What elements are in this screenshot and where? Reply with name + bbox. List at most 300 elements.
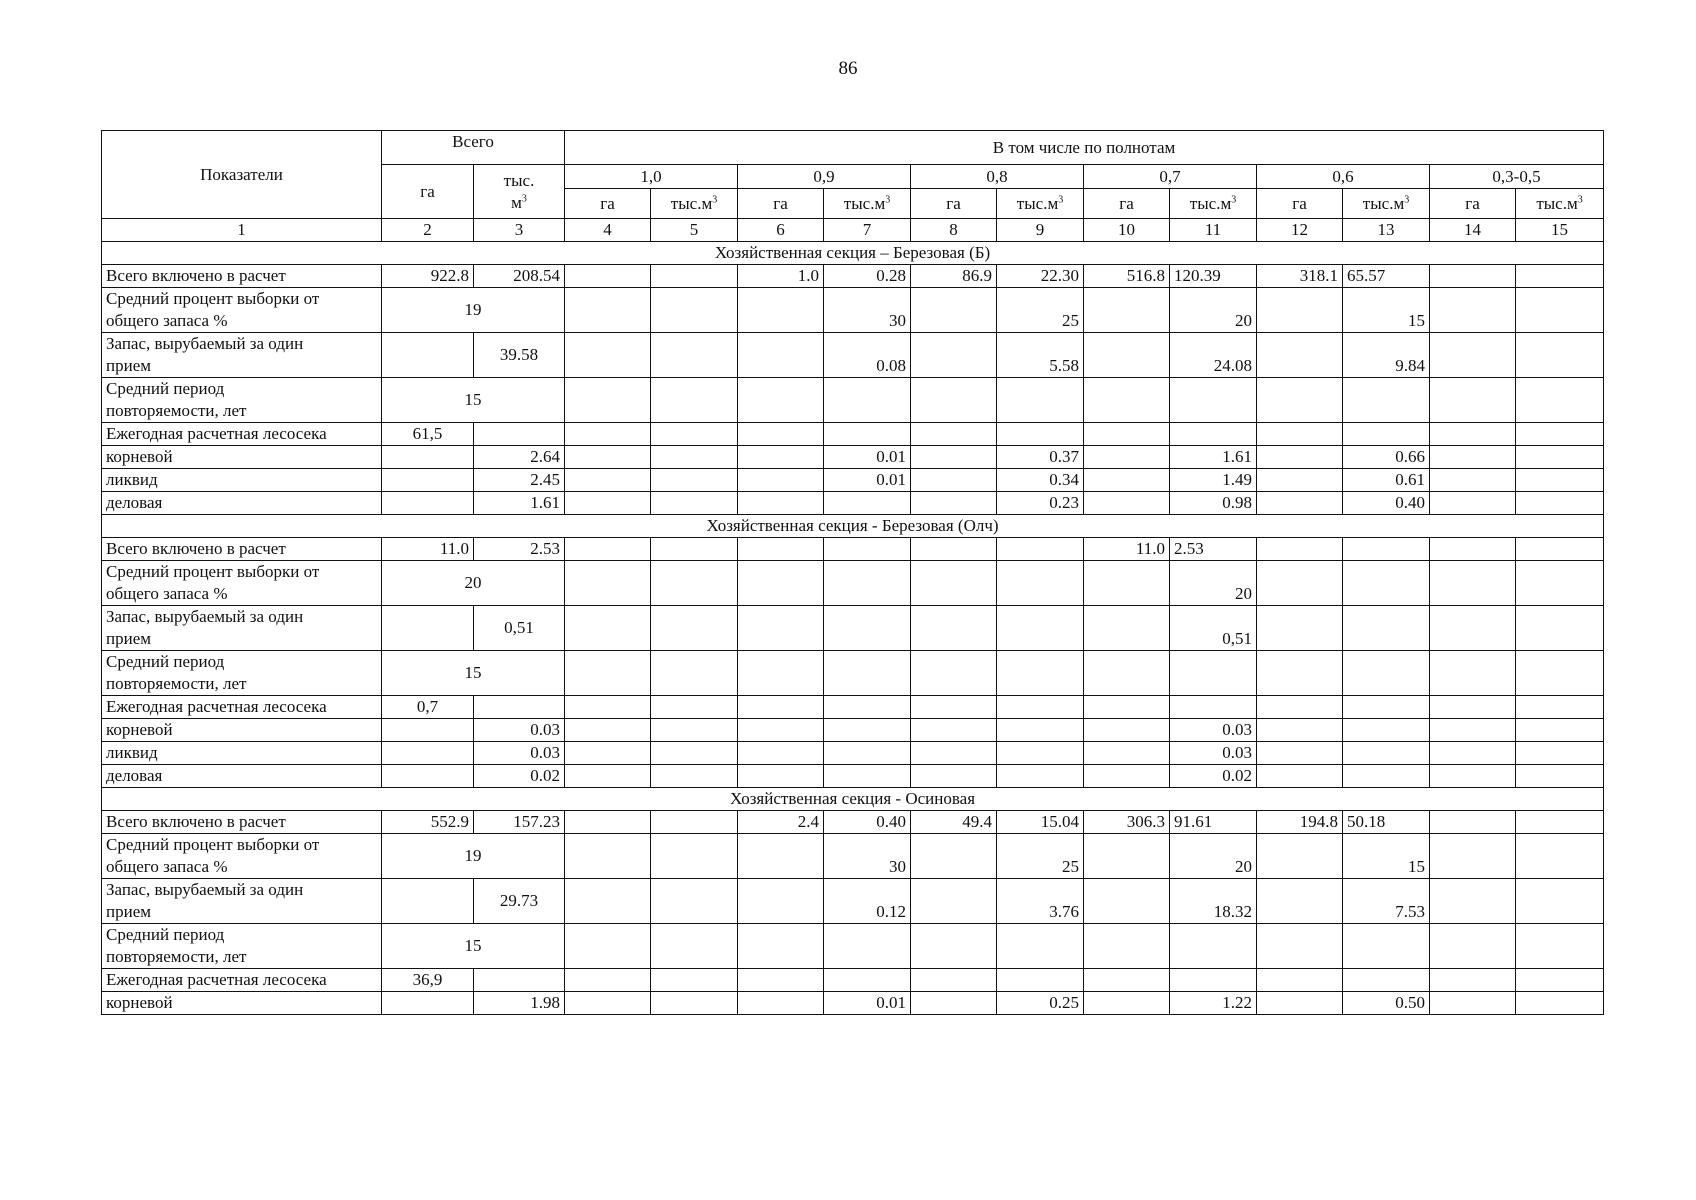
row-label: Ежегодная расчетная лесосека <box>102 696 382 719</box>
table-cell <box>911 879 997 924</box>
table-cell <box>1516 992 1604 1015</box>
table-cell <box>1430 606 1516 651</box>
table-cell <box>824 651 911 696</box>
table-row-total-included <box>102 811 1604 834</box>
table-cell <box>1084 606 1170 651</box>
table-cell <box>1516 606 1604 651</box>
table-cell <box>738 492 824 515</box>
table-cell <box>911 765 997 788</box>
row-label <box>102 879 382 924</box>
table-cell: 1.98 <box>474 992 565 1015</box>
table-cell <box>1516 696 1604 719</box>
table-cell <box>1430 446 1516 469</box>
table-cell <box>738 969 824 992</box>
table-cell <box>911 446 997 469</box>
table-cell <box>997 924 1084 969</box>
table-cell <box>651 696 738 719</box>
row-label: корневой <box>102 446 382 469</box>
header-thous-m3: $тыс.м^3$ <box>1170 189 1257 219</box>
table-cell <box>1343 969 1430 992</box>
table-cell <box>1343 651 1430 696</box>
table-cell <box>1516 265 1604 288</box>
header-ha: га <box>1257 189 1343 219</box>
table-cell <box>1343 719 1430 742</box>
table-cell <box>738 333 824 378</box>
column-number: 10 <box>1084 219 1170 242</box>
table-cell: 11.0 <box>1084 538 1170 561</box>
table-cell: 0.03 <box>1170 719 1257 742</box>
table-cell <box>1343 742 1430 765</box>
table-cell <box>1257 696 1343 719</box>
table-cell <box>382 879 474 924</box>
table-cell <box>824 719 911 742</box>
table-cell <box>911 969 997 992</box>
table-cell <box>1516 834 1604 879</box>
table-cell <box>1343 423 1430 446</box>
table-cell <box>1516 561 1604 606</box>
table-cell <box>738 651 824 696</box>
table-cell <box>738 924 824 969</box>
table-row-root <box>102 446 1604 469</box>
table-cell <box>824 492 911 515</box>
row-label-line: Средний процент выборки от <box>106 289 320 308</box>
table-cell <box>1430 265 1516 288</box>
table-cell <box>474 969 565 992</box>
table-cell: 552.9 <box>382 811 474 834</box>
table-cell <box>1430 492 1516 515</box>
table-cell <box>651 924 738 969</box>
table-cell <box>651 423 738 446</box>
table-cell <box>997 719 1084 742</box>
column-number: 4 <box>565 219 651 242</box>
table-cell <box>1257 719 1343 742</box>
header-density-4: 0,7 <box>1084 165 1257 189</box>
table-cell <box>738 765 824 788</box>
table-cell: 2.4 <box>738 811 824 834</box>
table-cell: 15.04 <box>997 811 1084 834</box>
table-row-annual-cut <box>102 969 1604 992</box>
table-cell <box>1430 651 1516 696</box>
table-cell: 306.3 <box>1084 811 1170 834</box>
table-cell <box>1257 651 1343 696</box>
table-cell <box>1257 606 1343 651</box>
row-label-line: Запас, вырубаемый за один <box>106 334 304 353</box>
header-by-density: В том числе по полнотам <box>565 131 1604 165</box>
table-cell <box>1516 651 1604 696</box>
table-cell <box>1516 924 1604 969</box>
table-cell <box>1084 288 1170 333</box>
table-cell <box>738 288 824 333</box>
table-cell <box>1257 538 1343 561</box>
table-cell <box>565 765 651 788</box>
table-cell <box>738 719 824 742</box>
table-cell <box>1257 742 1343 765</box>
table-cell: 2.64 <box>474 446 565 469</box>
table-cell <box>997 423 1084 446</box>
table-cell <box>738 378 824 423</box>
table-cell: 2.53 <box>1170 538 1257 561</box>
table-cell: 7.53 <box>1343 879 1430 924</box>
table-cell <box>1084 561 1170 606</box>
table-cell <box>651 378 738 423</box>
table-cell <box>1430 834 1516 879</box>
table-cell: 0.98 <box>1170 492 1257 515</box>
table-cell: 516.8 <box>1084 265 1170 288</box>
row-label: ликвид <box>102 469 382 492</box>
table-row-total-included <box>102 538 1604 561</box>
table-cell: 922.8 <box>382 265 474 288</box>
table-cell-total: 39.58 <box>474 333 565 378</box>
table-cell: 0.25 <box>997 992 1084 1015</box>
table-cell <box>651 606 738 651</box>
row-label: Всего включено в расчет <box>102 538 382 561</box>
table-cell <box>997 538 1084 561</box>
table-cell <box>382 492 474 515</box>
table-cell <box>565 265 651 288</box>
header-density-1: 1,0 <box>565 165 738 189</box>
table-cell <box>651 811 738 834</box>
column-number: 15 <box>1516 219 1604 242</box>
table-cell: 318.1 <box>1257 265 1343 288</box>
table-cell <box>1516 288 1604 333</box>
table-cell <box>651 333 738 378</box>
table-cell: 0.03 <box>474 742 565 765</box>
table-cell-total: 19 <box>382 834 565 879</box>
row-label <box>102 288 382 333</box>
table-cell <box>565 969 651 992</box>
table-cell <box>1170 924 1257 969</box>
row-label-line: прием <box>106 902 151 921</box>
row-label <box>102 333 382 378</box>
table-cell <box>1084 765 1170 788</box>
table-cell <box>1516 423 1604 446</box>
table-cell: 0.37 <box>997 446 1084 469</box>
column-number: 2 <box>382 219 474 242</box>
table-cell: 24.08 <box>1170 333 1257 378</box>
table-cell <box>738 446 824 469</box>
table-cell <box>1430 696 1516 719</box>
table-cell <box>911 719 997 742</box>
table-cell: 0.23 <box>997 492 1084 515</box>
table-cell <box>824 969 911 992</box>
row-label-line: Средний период <box>106 379 225 398</box>
row-label-line: повторяемости, лет <box>106 674 247 693</box>
table-cell: 20 <box>1170 834 1257 879</box>
table-cell <box>1430 423 1516 446</box>
row-label <box>102 651 382 696</box>
table-cell <box>911 606 997 651</box>
table-cell <box>1516 446 1604 469</box>
table-cell <box>1430 742 1516 765</box>
table-cell <box>738 742 824 765</box>
table-cell: 0.12 <box>824 879 911 924</box>
table-cell <box>738 696 824 719</box>
table-cell-total: 0,7 <box>382 696 474 719</box>
table-cell <box>824 561 911 606</box>
table-cell <box>1516 469 1604 492</box>
table-cell <box>1257 469 1343 492</box>
row-label: Всего включено в расчет <box>102 811 382 834</box>
cutting-calculation-table <box>101 130 1604 1015</box>
table-row-avg-percent <box>102 834 1604 879</box>
table-cell <box>1084 719 1170 742</box>
table-cell: 0,51 <box>1170 606 1257 651</box>
column-number: 11 <box>1170 219 1257 242</box>
table-cell <box>565 378 651 423</box>
column-number: 5 <box>651 219 738 242</box>
table-cell: 25 <box>997 834 1084 879</box>
row-label-line: прием <box>106 356 151 375</box>
table-cell <box>1430 992 1516 1015</box>
header-thous-m3: $тыс.м^3$ <box>997 189 1084 219</box>
table-cell-total: 20 <box>382 561 565 606</box>
header-thous-m3: $тыс.м^3$ <box>1516 189 1604 219</box>
table-cell: 22.30 <box>997 265 1084 288</box>
table-cell <box>565 538 651 561</box>
section-header-row <box>102 788 1604 811</box>
table-cell <box>1084 446 1170 469</box>
table-row-avg-period <box>102 378 1604 423</box>
table-cell-total: 61,5 <box>382 423 474 446</box>
table-cell <box>1170 378 1257 423</box>
table-cell <box>997 765 1084 788</box>
table-cell <box>565 879 651 924</box>
table-cell <box>651 492 738 515</box>
table-cell <box>1257 423 1343 446</box>
table-cell <box>651 719 738 742</box>
row-label: Ежегодная расчетная лесосека <box>102 423 382 446</box>
table-cell: 0.03 <box>474 719 565 742</box>
table-cell <box>1430 469 1516 492</box>
table-cell <box>382 765 474 788</box>
column-number: 6 <box>738 219 824 242</box>
table-cell: 91.61 <box>1170 811 1257 834</box>
table-cell: 20 <box>1170 561 1257 606</box>
table-body <box>102 242 1604 1015</box>
table-cell <box>565 811 651 834</box>
table-cell <box>565 469 651 492</box>
row-label-line: общего запаса % <box>106 311 228 330</box>
header-density-6: 0,3-0,5 <box>1430 165 1604 189</box>
table-cell: 1.0 <box>738 265 824 288</box>
column-number: 9 <box>997 219 1084 242</box>
table-cell <box>1084 423 1170 446</box>
table-cell-total: 15 <box>382 651 565 696</box>
table-cell <box>824 924 911 969</box>
column-number: 1 <box>102 219 382 242</box>
table-cell <box>738 834 824 879</box>
table-cell <box>1430 924 1516 969</box>
table-cell-total: 19 <box>382 288 565 333</box>
table-row-avg-period <box>102 651 1604 696</box>
section-title: Хозяйственная секция - Осиновая <box>102 788 1604 811</box>
column-number: 7 <box>824 219 911 242</box>
table-cell <box>911 492 997 515</box>
table-cell <box>382 992 474 1015</box>
table-cell <box>1257 446 1343 469</box>
table-cell <box>997 696 1084 719</box>
table-cell <box>565 606 651 651</box>
table-cell <box>1516 811 1604 834</box>
table-cell <box>382 719 474 742</box>
table-cell: 0.28 <box>824 265 911 288</box>
table-cell <box>738 879 824 924</box>
table-cell <box>1430 561 1516 606</box>
table-cell <box>565 333 651 378</box>
table-cell <box>1084 492 1170 515</box>
table-cell <box>1170 969 1257 992</box>
header-ha: га <box>1430 189 1516 219</box>
table-cell <box>1084 879 1170 924</box>
table-cell <box>738 561 824 606</box>
table-cell <box>824 538 911 561</box>
table-cell <box>824 423 911 446</box>
table-cell <box>382 446 474 469</box>
row-label-line: повторяемости, лет <box>106 947 247 966</box>
table-cell <box>1257 333 1343 378</box>
table-cell: 30 <box>824 834 911 879</box>
table-cell <box>1430 288 1516 333</box>
table-cell: 2.45 <box>474 469 565 492</box>
table-cell <box>1257 561 1343 606</box>
table-cell <box>382 333 474 378</box>
table-row-avg-period <box>102 924 1604 969</box>
table-row-stock-per-cut <box>102 879 1604 924</box>
table-cell <box>1257 765 1343 788</box>
table-cell <box>824 606 911 651</box>
header-density-2: 0,9 <box>738 165 911 189</box>
table-row-annual-cut <box>102 423 1604 446</box>
table-cell: 1.61 <box>474 492 565 515</box>
table-cell <box>1084 696 1170 719</box>
table-cell: 1.22 <box>1170 992 1257 1015</box>
row-label <box>102 834 382 879</box>
table-cell: 157.23 <box>474 811 565 834</box>
table-cell <box>1516 742 1604 765</box>
table-cell <box>565 561 651 606</box>
row-label-line: Средний период <box>106 925 225 944</box>
table-cell <box>824 696 911 719</box>
column-number: 8 <box>911 219 997 242</box>
table-row-avg-percent <box>102 288 1604 333</box>
table-cell: 0.02 <box>474 765 565 788</box>
table-cell: 0.03 <box>1170 742 1257 765</box>
table-cell <box>1343 538 1430 561</box>
table-cell: 3.76 <box>997 879 1084 924</box>
table-cell <box>1257 992 1343 1015</box>
table-cell-total: 36,9 <box>382 969 474 992</box>
table-cell <box>651 969 738 992</box>
header-indicators: Показатели <box>102 131 382 219</box>
table-cell <box>565 696 651 719</box>
row-label: корневой <box>102 992 382 1015</box>
table-cell: 49.4 <box>911 811 997 834</box>
table-row-liquid <box>102 469 1604 492</box>
table-cell <box>738 423 824 446</box>
row-label: деловая <box>102 765 382 788</box>
table-cell <box>1170 423 1257 446</box>
table-cell <box>1257 924 1343 969</box>
row-label: Всего включено в расчет <box>102 265 382 288</box>
table-cell <box>565 992 651 1015</box>
table-cell <box>1343 924 1430 969</box>
table-cell <box>1343 696 1430 719</box>
header-thous-m3: $тыс.м^3$ <box>651 189 738 219</box>
table-cell <box>651 879 738 924</box>
table-row-business <box>102 765 1604 788</box>
table-cell <box>1084 742 1170 765</box>
table-cell: 86.9 <box>911 265 997 288</box>
table-cell: 50.18 <box>1343 811 1430 834</box>
table-row-business <box>102 492 1604 515</box>
table-cell <box>565 446 651 469</box>
table-cell <box>1430 719 1516 742</box>
table-cell <box>997 742 1084 765</box>
table-cell <box>651 446 738 469</box>
table-cell <box>1430 333 1516 378</box>
table-cell <box>997 651 1084 696</box>
row-label: Ежегодная расчетная лесосека <box>102 969 382 992</box>
table-cell <box>1516 333 1604 378</box>
table-cell: 9.84 <box>1343 333 1430 378</box>
header-ha: га <box>911 189 997 219</box>
table-cell: 0.66 <box>1343 446 1430 469</box>
table-cell <box>1084 992 1170 1015</box>
header-total-ha: га <box>382 165 474 219</box>
table-cell: 0.40 <box>824 811 911 834</box>
row-label <box>102 561 382 606</box>
column-number: 3 <box>474 219 565 242</box>
table-cell <box>824 765 911 788</box>
column-number: 14 <box>1430 219 1516 242</box>
table-cell: 11.0 <box>382 538 474 561</box>
table-cell <box>1343 606 1430 651</box>
column-number-row <box>102 219 1604 242</box>
header-thous-m3: $тыс.м^3$ <box>1343 189 1430 219</box>
table-cell <box>1516 719 1604 742</box>
table-cell <box>1343 561 1430 606</box>
table-cell <box>651 765 738 788</box>
table-cell <box>1170 696 1257 719</box>
table-cell-total: 29.73 <box>474 879 565 924</box>
page-number: 86 <box>838 58 858 79</box>
header-ha: га <box>1084 189 1170 219</box>
table-cell <box>911 288 997 333</box>
table-cell-total: 15 <box>382 924 565 969</box>
table-cell <box>565 742 651 765</box>
table-cell-total: 0,51 <box>474 606 565 651</box>
table-cell <box>1084 834 1170 879</box>
table-cell <box>1516 378 1604 423</box>
section-title: Хозяйственная секция – Березовая (Б) <box>102 242 1604 265</box>
table-cell: 0.01 <box>824 446 911 469</box>
table-cell <box>997 561 1084 606</box>
table-cell: 1.61 <box>1170 446 1257 469</box>
section-header-row <box>102 515 1604 538</box>
table-cell <box>997 378 1084 423</box>
table-cell <box>1516 765 1604 788</box>
table-cell <box>474 423 565 446</box>
table-cell <box>651 834 738 879</box>
table-cell <box>997 606 1084 651</box>
table-cell <box>565 423 651 446</box>
table-row-root <box>102 719 1604 742</box>
table-cell: 0.02 <box>1170 765 1257 788</box>
section-title: Хозяйственная секция - Березовая (Олч) <box>102 515 1604 538</box>
table-cell <box>1257 834 1343 879</box>
table-cell <box>651 992 738 1015</box>
table-cell <box>1516 538 1604 561</box>
